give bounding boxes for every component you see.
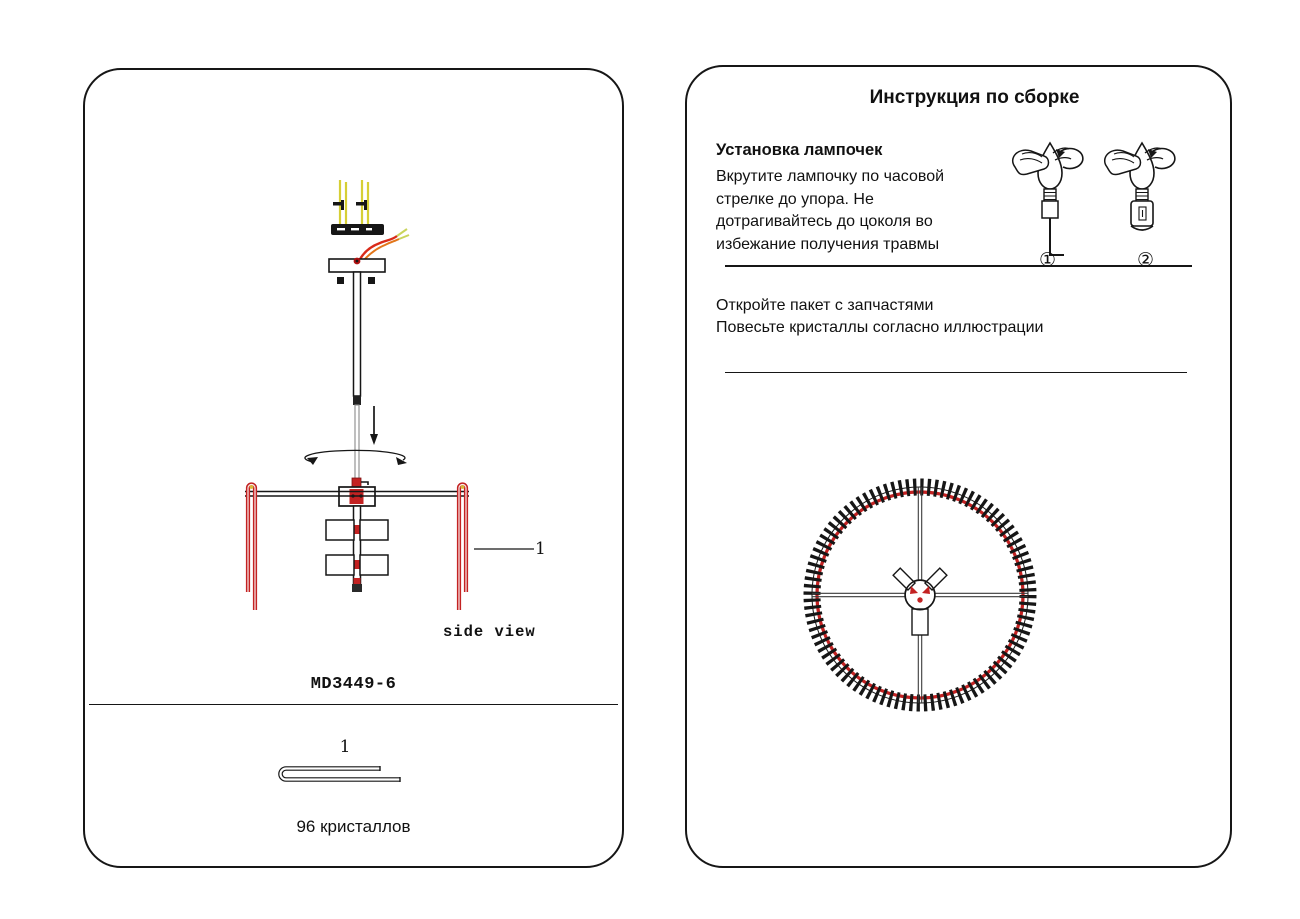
bulb-instruction-line: дотрагивайтесь до цоколя во [716,213,933,230]
down-arrow-icon [370,406,378,445]
separator-line [89,704,618,705]
assembly-instructions-panel [685,65,1232,868]
bulb-section-heading: Установка лампочек [716,141,883,159]
bulb-install-illustrations [987,137,1202,272]
section-divider-line [725,265,1192,267]
side-view-panel [83,68,624,868]
bulb-instruction-line: Вкрутите лампочку по часовой [716,168,945,185]
page-title: Инструкция по сборке [869,87,1080,108]
crystals-count-label: 96 кристаллов [296,817,411,836]
bulb-instruction-line: избежание получения травмы [716,235,940,253]
part-number-label: 1 [339,737,351,757]
socket-stack-icon [326,506,388,592]
crystal-instruction-line: Откройте пакет с запчастями [716,297,934,314]
step1-marker: ① [1039,249,1057,271]
cable-icon [355,405,359,483]
mounting-screws-icon [333,180,368,224]
side-view-label: side view [443,623,536,641]
crystal-part-icon [281,766,401,782]
chandelier-top-view-drawing [797,472,1043,718]
hub-top-view-icon [893,568,947,635]
step2-marker: ② [1137,249,1155,271]
leader-label: 1 [535,539,546,559]
rod-connector-icon [353,396,361,405]
rod-icon [354,272,361,396]
section-divider-line [725,372,1187,373]
mounting-bar-icon [331,224,384,235]
bulb-instruction-line: стрелке до упора. Не [716,190,874,208]
crystal-instruction-line: Повесьте кристаллы согласно иллюстрации [716,319,1044,336]
crystal-hook-right-icon [459,485,466,611]
crystal-hook-left-icon [248,485,255,611]
bulb-step1-icon [1013,143,1083,255]
model-number: MD3449-6 [310,675,397,694]
bulb-step2-icon [1105,143,1175,230]
